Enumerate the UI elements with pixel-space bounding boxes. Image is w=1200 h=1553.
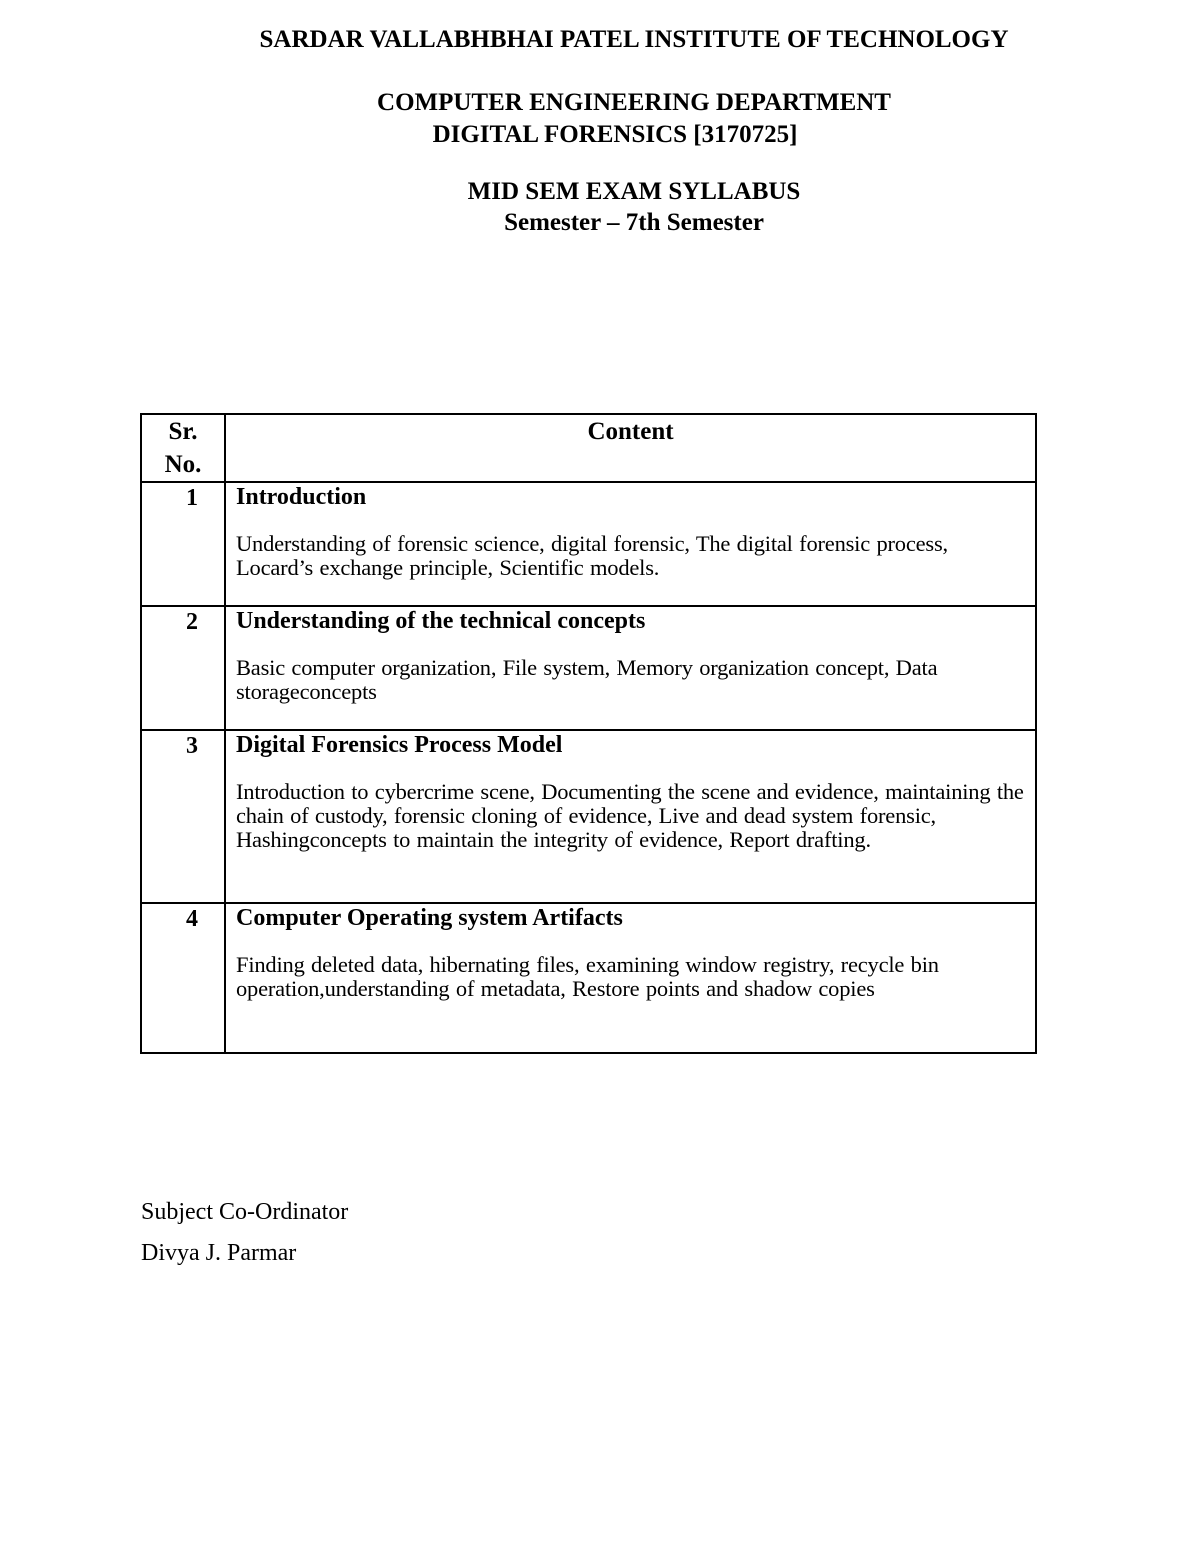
table-row [141, 606, 1036, 730]
topic-title: Computer Operating system Artifacts [236, 905, 623, 931]
topic-description: Finding deleted data, hibernating files, examining window registry, recycle bin operation,understanding of metadata, Restore points and shadow copies [236, 952, 939, 1001]
sr-cell: 4 [141, 903, 225, 1053]
sr-no-column-header [141, 414, 225, 482]
sr-cell: 2 [141, 606, 225, 730]
content-cell [225, 903, 1036, 1053]
sr-header-line1: Sr. [168, 418, 198, 445]
institute-title: SARDAR VALLABHBHAI PATEL INSTITUTE OF TECHNOLOGY [259, 26, 1009, 53]
topic-title: Introduction [236, 484, 367, 510]
topic-description: Basic computer organization, File system, Memory organization concept, Data storageconcepts [236, 655, 938, 704]
exam-title: MID SEM EXAM SYLLABUS [467, 178, 801, 205]
table-row [141, 482, 1036, 606]
coordinator-role: Subject Co-Ordinator [141, 1199, 349, 1225]
subject-title: DIGITAL FORENSICS [3170725] [432, 121, 798, 148]
semester-title: Semester – 7th Semester [504, 209, 764, 236]
content-cell [225, 482, 1036, 606]
sr-cell: 1 [141, 482, 225, 606]
sr-header-line2: No. [164, 451, 202, 478]
content-cell [225, 606, 1036, 730]
table-header-row [141, 414, 1036, 482]
content-column-header: Content [225, 414, 1036, 482]
topic-description: Understanding of forensic science, digital forensic, The digital forensic process, Locard’s exchange principle, Scientific models. [236, 531, 948, 580]
table-row [141, 903, 1036, 1053]
content-cell [225, 730, 1036, 903]
sr-cell: 3 [141, 730, 225, 903]
table-row [141, 730, 1036, 903]
coordinator-name: Divya J. Parmar [141, 1240, 297, 1266]
topic-title: Digital Forensics Process Model [236, 732, 563, 758]
department-title: COMPUTER ENGINEERING DEPARTMENT [377, 89, 891, 116]
syllabus-table [140, 413, 1037, 1054]
topic-description: Introduction to cybercrime scene, Documenting the scene and evidence, maintaining the chain of custody, forensic cloning of evidence, Live and dead system forensic, Hashingconcepts to maintain the integrity of evidence, Report drafting. [236, 779, 1024, 852]
topic-title: Understanding of the technical concepts [236, 608, 646, 634]
